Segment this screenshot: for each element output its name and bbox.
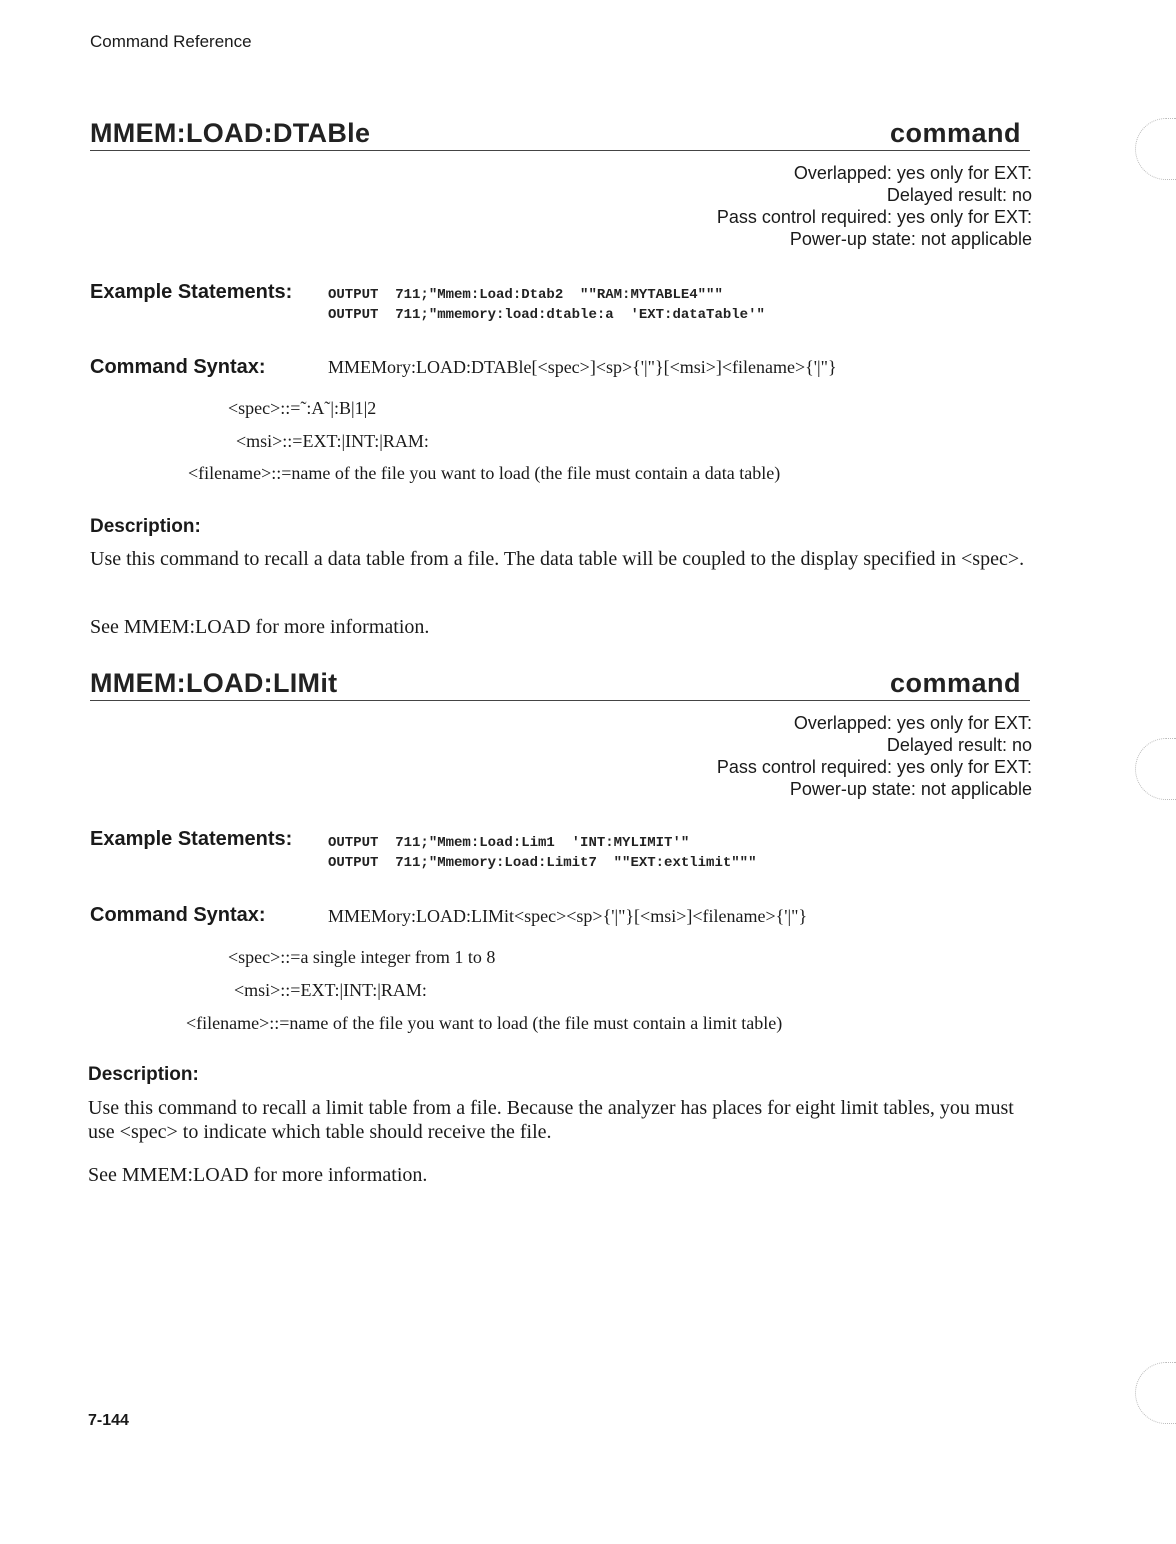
running-head: Command Reference xyxy=(90,32,252,51)
prop-pass-control: Pass control required: yes only for EXT: xyxy=(716,207,1032,227)
section-title: MMEM:LOAD:LIMit xyxy=(90,668,338,698)
prop-power-up: Power-up state: not applicable xyxy=(789,229,1032,249)
example-statement: OUTPUT 711;"Mmem:Load:Dtab2 ""RAM:MYTABLE4""" xyxy=(328,287,723,303)
bnf-filename: <filename>::=name of the file you want to load (the file must contain a limit table) xyxy=(186,1013,783,1033)
command-properties xyxy=(717,712,1032,800)
example-statement: OUTPUT 711;"mmemory:load:dtable:a 'EXT:dataTable'" xyxy=(328,307,765,323)
section-rule xyxy=(90,150,1030,151)
bnf-filename: <filename>::=name of the file you want to load (the file must contain a data table) xyxy=(188,463,781,483)
bnf-spec: <spec>::=a single integer from 1 to 8 xyxy=(228,947,496,967)
prop-overlapped: Overlapped: yes only for EXT: xyxy=(793,163,1032,183)
example-statement: OUTPUT 711;"Mmemory:Load:Limit7 ""EXT:extlimit""" xyxy=(328,855,757,871)
section-title: MMEM:LOAD:DTABle xyxy=(90,118,371,148)
description-text: Use this command to recall a limit table from a file. Because the analyzer has places for eight limit tables, you must use <spec> to indicate which table should receive the file. xyxy=(88,1097,1014,1143)
page-number: 7-144 xyxy=(88,1412,129,1429)
description-label: Description: xyxy=(88,1064,199,1085)
syntax-label: Command Syntax: xyxy=(90,356,266,378)
bnf-spec: <spec>::=˜:A˜|:B|1|2 xyxy=(228,398,377,418)
prop-overlapped: Overlapped: yes only for EXT: xyxy=(793,713,1032,733)
examples-label: Example Statements: xyxy=(90,281,293,303)
command-syntax: MMEMory:LOAD:DTABle[<spec>]<sp>{'|"}[<msi>]<filename>{'|"} xyxy=(328,357,837,377)
punch-hole-middle xyxy=(1135,738,1176,800)
prop-power-up: Power-up state: not applicable xyxy=(789,779,1032,799)
section-type: command xyxy=(889,668,1021,698)
command-syntax: MMEMory:LOAD:LIMit<spec><sp>{'|"}[<msi>]<filename>{'|"} xyxy=(328,906,808,926)
section-rule xyxy=(90,700,1030,701)
example-statement: OUTPUT 711;"Mmem:Load:Lim1 'INT:MYLIMIT'" xyxy=(328,835,690,851)
description-label: Description: xyxy=(90,516,201,537)
examples-label: Example Statements: xyxy=(90,828,293,850)
section-type: command xyxy=(889,118,1021,148)
syntax-label: Command Syntax: xyxy=(90,904,266,926)
bnf-msi: <msi>::=EXT:|INT:|RAM: xyxy=(234,980,427,1000)
prop-pass-control: Pass control required: yes only for EXT: xyxy=(716,757,1032,777)
prop-delayed-result: Delayed result: no xyxy=(886,185,1032,205)
punch-hole-top xyxy=(1135,118,1176,180)
command-properties xyxy=(717,162,1032,250)
description-text: Use this command to recall a data table from a file. The data table will be coupled to the display specified in <spec>. xyxy=(90,548,1025,570)
prop-delayed-result: Delayed result: no xyxy=(886,735,1032,755)
see-also: See MMEM:LOAD for more information. xyxy=(88,1164,428,1186)
punch-hole-bottom xyxy=(1135,1362,1176,1424)
bnf-msi: <msi>::=EXT:|INT:|RAM: xyxy=(236,431,429,451)
see-also: See MMEM:LOAD for more information. xyxy=(90,616,430,638)
